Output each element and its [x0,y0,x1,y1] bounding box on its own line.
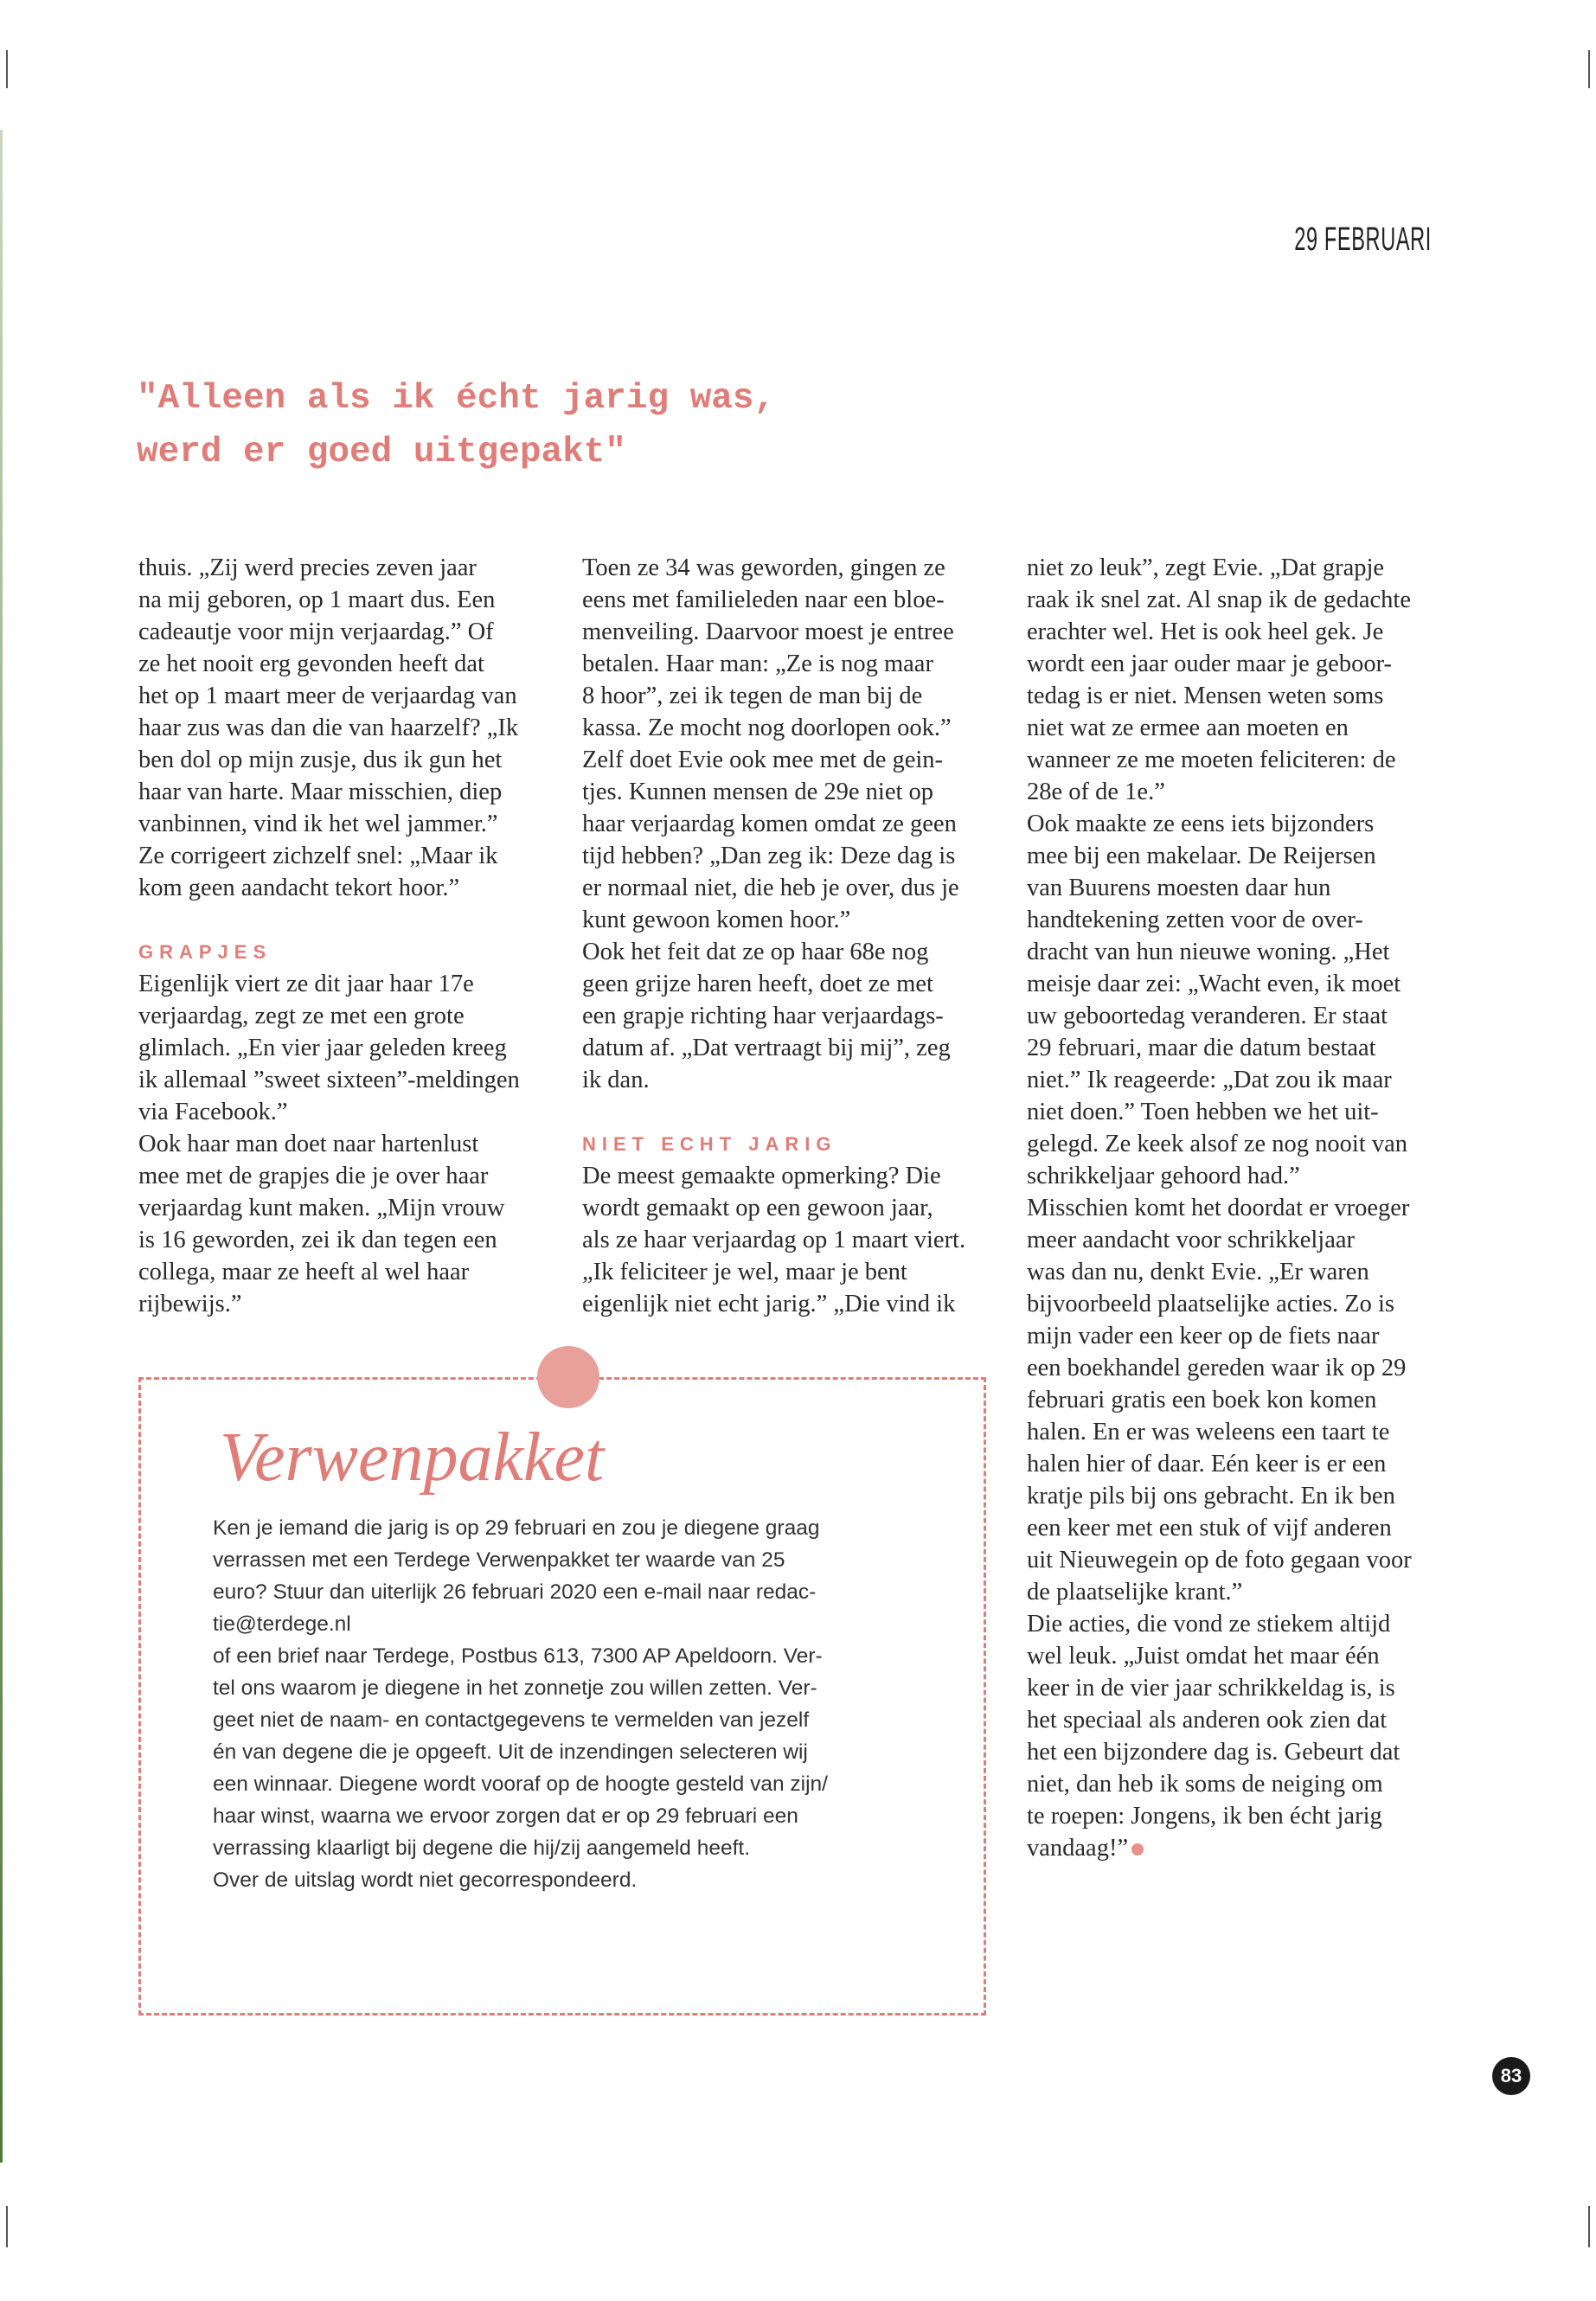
box-text-line: én van degene die je opgeeft. Uit de inzendingen selecteren wij [213,1740,808,1764]
text-line: haar verjaardag komen omdat ze geen [582,811,957,837]
text-line: kratje pils bij ons gebracht. En ik ben [1027,1483,1395,1509]
text-line: De meest gemaakte opmerking? Die [582,1163,941,1189]
text-line: ze het nooit erg gevonden heeft dat [138,651,484,677]
text-line: haar van harte. Maar misschien, diep [138,779,503,805]
crop-mark [1588,50,1590,88]
box-text-line: verrassen met een Terdege Verwenpakket ter waarde van 25 [213,1548,785,1572]
text-line: 29 februari, maar die datum bestaat [1027,1035,1376,1061]
text-line: het een bijzondere dag is. Gebeurt dat [1027,1739,1401,1766]
text-line: Ook maakte ze eens iets bijzonders [1027,811,1375,837]
text-line: kom geen aandacht tekort hoor.” [138,875,460,901]
crop-mark [1588,2206,1590,2247]
box-text-line: euro? Stuur dan uiterlijk 26 februari 2020 een e-mail naar redac- [213,1580,817,1604]
text-line: niet, dan heb ik soms de neiging om [1027,1771,1383,1798]
pull-quote-line: werd er goed uitgepakt" [137,433,626,472]
end-mark-icon [1131,1843,1144,1856]
subheading: NIET ECHT JARIG [582,1133,837,1155]
text-line: handtekening zetten voor de over- [1027,907,1363,933]
text-line: menveiling. Daarvoor moest je entree [582,619,954,645]
crop-mark [6,2206,8,2247]
text-line: mijn vader een keer op de fiets naar [1027,1323,1380,1349]
text-line: cadeautje voor mijn verjaardag.” Of [138,619,494,645]
text-line: van Buurens moesten daar hun [1027,875,1331,901]
text-line: glimlach. „En vier jaar geleden kreeg [138,1035,507,1061]
text-line: 8 hoor”, zei ik tegen de man bij de [582,683,923,709]
text-line: het speciaal als anderen ook zien dat [1027,1707,1388,1734]
text-line: Ook het feit dat ze op haar 68e nog [582,939,929,965]
text-line: een keer met een stuk of vijf anderen [1027,1515,1392,1541]
text-line: halen. En er was weleens een taart te [1027,1419,1390,1445]
box-text-line: een winnaar. Diegene wordt vooraf op de hoogte gesteld van zijn/ [213,1772,828,1796]
text-line: bijvoorbeeld plaatselijke acties. Zo is [1027,1291,1394,1317]
text-line: erachter wel. Het is ook heel gek. Je [1027,619,1384,645]
text-line: betalen. Haar man: „Ze is nog maar [582,651,933,677]
spacer [582,1096,1015,1128]
box-text-line: Ken je iemand die jarig is op 29 februari en zou je diegene graag [213,1516,820,1540]
text-line: wanneer ze me moeten feliciteren: de [1027,747,1396,773]
text-line: rijbewijs.” [138,1291,242,1317]
section-date: 29 FEBRUARI [1294,221,1432,258]
box-text-line: haar winst, waarna we ervoor zorgen dat er op 29 februari een [213,1804,798,1828]
text-line: keer in de vier jaar schrikkeldag is, is [1027,1675,1395,1702]
text-line: vandaag!” [1027,1832,1459,1864]
text-line: is 16 geworden, zei ik dan tegen een [138,1227,497,1253]
text-line: uw geboortedag veranderen. Er staat [1027,1003,1388,1029]
text-line: uit Nieuwegein op de foto gegaan voor [1027,1547,1412,1574]
text-line: te roepen: Jongens, ik ben écht jarig [1027,1803,1382,1830]
text-line: halen hier of daar. Eén keer is er een [1027,1451,1387,1477]
text-line: wordt gemaakt op een gewoon jaar, [582,1195,933,1221]
text-line: mee bij een makelaar. De Reijersen [1027,843,1376,869]
text-line: haar zus was dan die van haarzelf? „Ik [138,715,519,741]
box-text-line: geet niet de naam- en contactgegevens te vermelden van jezelf [213,1708,810,1732]
box-text-line: tie@terdege.nl [213,1612,351,1636]
text-line: tijd hebben? „Dan zeg ik: Deze dag is [582,843,956,869]
decorative-circle [537,1346,599,1408]
box-body [213,1512,828,1896]
text-line: thuis. „Zij werd precies zeven jaar [138,554,477,581]
text-line: een grapje richting haar verjaardags- [582,1003,944,1029]
box-text-line: tel ons waarom je diegene in het zonnetje zou willen zetten. Ver- [213,1676,817,1700]
text-line: raak ik snel zat. Al snap ik de gedachte [1027,586,1411,613]
text-line: verjaardag kunt maken. „Mijn vrouw [138,1195,505,1221]
text-line: niet wat ze ermee aan moeten en [1027,715,1349,741]
text-line: Ook haar man doet naar hartenlust [138,1131,479,1157]
text-line: geen grijze haren heeft, doet ze met [582,971,933,997]
text-line: meisje daar zei: „Wacht even, ik moet [1027,971,1401,997]
text-line: tedag is er niet. Mensen weten soms [1027,683,1384,709]
text-line: Die acties, die vond ze stiekem altijd [1027,1611,1391,1638]
text-line: wordt een jaar ouder maar je geboor- [1027,651,1392,677]
text-line: meer aandacht voor schrikkeljaar [1027,1227,1356,1253]
subheading: GRAPJES [138,941,272,963]
text-line: ik allemaal ”sweet sixteen”-meldingen [138,1067,520,1093]
text-line: niet zo leuk”, zegt Evie. „Dat grapje [1027,554,1385,581]
text-line: eens met familieleden naar een bloe- [582,586,945,613]
text-line: eigenlijk niet echt jarig.” „Die vind ik [582,1291,956,1317]
text-line: Zelf doet Evie ook mee met de gein- [582,747,944,773]
page-edge-strip [0,130,3,2163]
text-line: Eigenlijk viert ze dit jaar haar 17e [138,971,474,997]
text-line: Misschien komt het doordat er vroeger [1027,1195,1410,1221]
spacer [138,904,571,936]
text-line: kunt gewoon komen hoor.” [582,907,851,933]
pull-quote [137,372,775,479]
text-line: mee met de grapjes die je over haar [138,1163,489,1189]
text-line: het op 1 maart meer de verjaardag van [138,683,517,709]
article-column-2 [582,552,1015,1320]
text-line: verjaardag, zegt ze met een grote [138,1003,465,1029]
text-line: Toen ze 34 was geworden, gingen ze [582,554,945,581]
box-text-line: of een brief naar Terdege, Postbus 613, 7300 AP Apeldoorn. Ver- [213,1644,823,1668]
box-text-line: Over de uitslag wordt niet gecorrespondeerd. [213,1868,638,1892]
text-line: na mij geboren, op 1 maart dus. Een [138,586,496,613]
text-line: via Facebook.” [138,1099,288,1125]
text-line: er normaal niet, die heb je over, dus je [582,875,959,901]
article-column-1 [138,552,571,1320]
text-line: gelegd. Ze keek alsof ze nog nooit van [1027,1131,1408,1157]
text-line: niet doen.” Toen hebben we het uit- [1027,1099,1379,1125]
text-line: ik dan. [582,1067,650,1093]
text-line: schrikkeljaar gehoord had.” [1027,1163,1300,1189]
text-line: tjes. Kunnen mensen de 29e niet op [582,779,934,805]
text-line: dracht van hun nieuwe woning. „Het [1027,939,1390,965]
text-line: „Ik feliciteer je wel, maar je bent [582,1259,907,1285]
box-title: Verwenpakket [220,1420,605,1496]
text-line: ben dol op mijn zusje, dus ik gun het [138,747,503,773]
text-line: collega, maar ze heeft al wel haar [138,1259,470,1285]
text-line: een boekhandel gereden waar ik op 29 [1027,1355,1407,1381]
pull-quote-line: "Alleen als ik écht jarig was, [137,379,776,419]
box-text-line: verrassing klaarligt bij degene die hij/zij aangemeld heeft. [213,1836,751,1860]
text-line: 28e of de 1e.” [1027,779,1165,805]
text-line: vanbinnen, vind ik het wel jammer.” [138,811,498,837]
text-line: was dan nu, denkt Evie. „Er waren [1027,1259,1369,1285]
text-line: datum af. „Dat vertraagt bij mij”, zeg [582,1035,951,1061]
text-line: Ze corrigeert zichzelf snel: „Maar ik [138,843,498,869]
page-number: 83 [1492,2057,1530,2095]
text-line: de plaatselijke krant.” [1027,1579,1243,1606]
crop-mark [6,50,8,88]
text-line: wel leuk. „Juist omdat het maar één [1027,1643,1380,1670]
text-line: kassa. Ze mocht nog doorlopen ook.” [582,715,952,741]
text-line: niet.” Ik reageerde: „Dat zou ik maar [1027,1067,1392,1093]
article-column-3 [1027,552,1459,1864]
text-line: als ze haar verjaardag op 1 maart viert. [582,1227,966,1253]
text-line: februari gratis een boek kon komen [1027,1387,1377,1413]
